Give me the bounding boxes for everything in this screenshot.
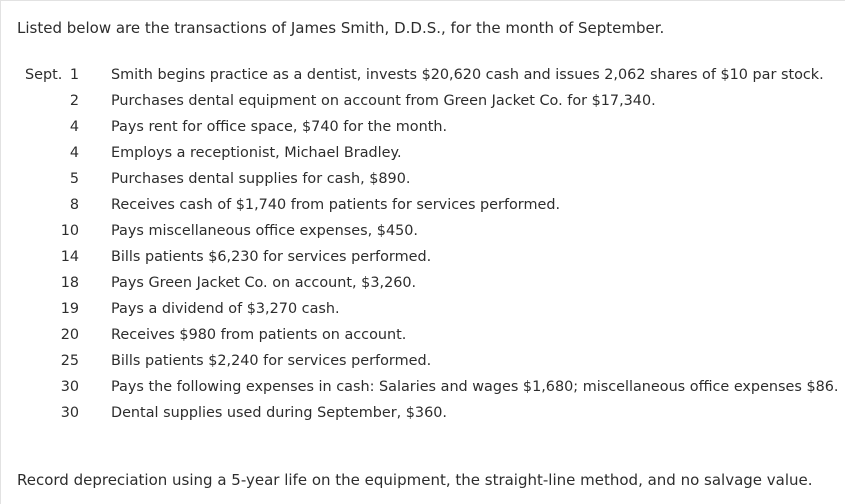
transaction-row bbox=[1, 195, 845, 221]
transaction-description: Dental supplies used during September, $360. bbox=[111, 405, 447, 421]
transaction-row bbox=[1, 377, 845, 403]
month-label: Sept. bbox=[25, 67, 63, 83]
transaction-description: Receives cash of $1,740 from patients for services performed. bbox=[111, 197, 561, 213]
transaction-description: Pays Green Jacket Co. on account, $3,260. bbox=[111, 275, 417, 291]
transaction-description: Pays a dividend of $3,270 cash. bbox=[111, 301, 340, 317]
transaction-day: 10 bbox=[60, 223, 79, 239]
intro-text: Listed below are the transactions of James Smith, D.D.S., for the month of September. bbox=[17, 19, 665, 37]
transaction-description: Bills patients $2,240 for services performed. bbox=[111, 353, 432, 369]
transaction-description: Purchases dental equipment on account from Green Jacket Co. for $17,340. bbox=[111, 93, 656, 109]
transaction-description: Purchases dental supplies for cash, $890. bbox=[111, 171, 411, 187]
transaction-description: Bills patients $6,230 for services performed. bbox=[111, 249, 432, 265]
transaction-day: 20 bbox=[60, 327, 79, 343]
transaction-description: Pays rent for office space, $740 for the month. bbox=[111, 119, 448, 135]
transaction-day: 25 bbox=[60, 353, 79, 369]
transaction-row bbox=[1, 65, 845, 91]
transaction-row bbox=[1, 221, 845, 247]
transaction-day: 2 bbox=[69, 93, 79, 109]
transaction-row bbox=[1, 117, 845, 143]
transaction-day: 1 bbox=[69, 67, 79, 83]
transaction-row bbox=[1, 91, 845, 117]
transaction-row bbox=[1, 325, 845, 351]
transaction-description: Receives $980 from patients on account. bbox=[111, 327, 407, 343]
transaction-day: 14 bbox=[60, 249, 79, 265]
transaction-day: 4 bbox=[69, 145, 79, 161]
transaction-row bbox=[1, 299, 845, 325]
transaction-day: 18 bbox=[60, 275, 79, 291]
transaction-list bbox=[1, 65, 845, 429]
transaction-row bbox=[1, 169, 845, 195]
transaction-row bbox=[1, 403, 845, 429]
transaction-day: 30 bbox=[60, 379, 79, 395]
transaction-row bbox=[1, 351, 845, 377]
transaction-description: Smith begins practice as a dentist, invests $20,620 cash and issues 2,062 shares of $10 par stock. bbox=[111, 67, 824, 83]
transaction-description: Pays the following expenses in cash: Salaries and wages $1,680; miscellaneous office expenses $86. bbox=[111, 379, 839, 395]
transaction-description: Pays miscellaneous office expenses, $450. bbox=[111, 223, 418, 239]
transaction-day: 30 bbox=[60, 405, 79, 421]
transaction-day: 4 bbox=[69, 119, 79, 135]
transaction-description: Employs a receptionist, Michael Bradley. bbox=[111, 145, 402, 161]
transaction-row bbox=[1, 143, 845, 169]
transaction-day: 19 bbox=[60, 301, 79, 317]
transaction-row bbox=[1, 273, 845, 299]
transaction-row bbox=[1, 247, 845, 273]
transaction-day: 5 bbox=[69, 171, 79, 187]
transaction-day: 8 bbox=[69, 197, 79, 213]
footer-note: Record depreciation using a 5-year life on the equipment, the straight-line method, and no salvage value. bbox=[17, 471, 813, 489]
